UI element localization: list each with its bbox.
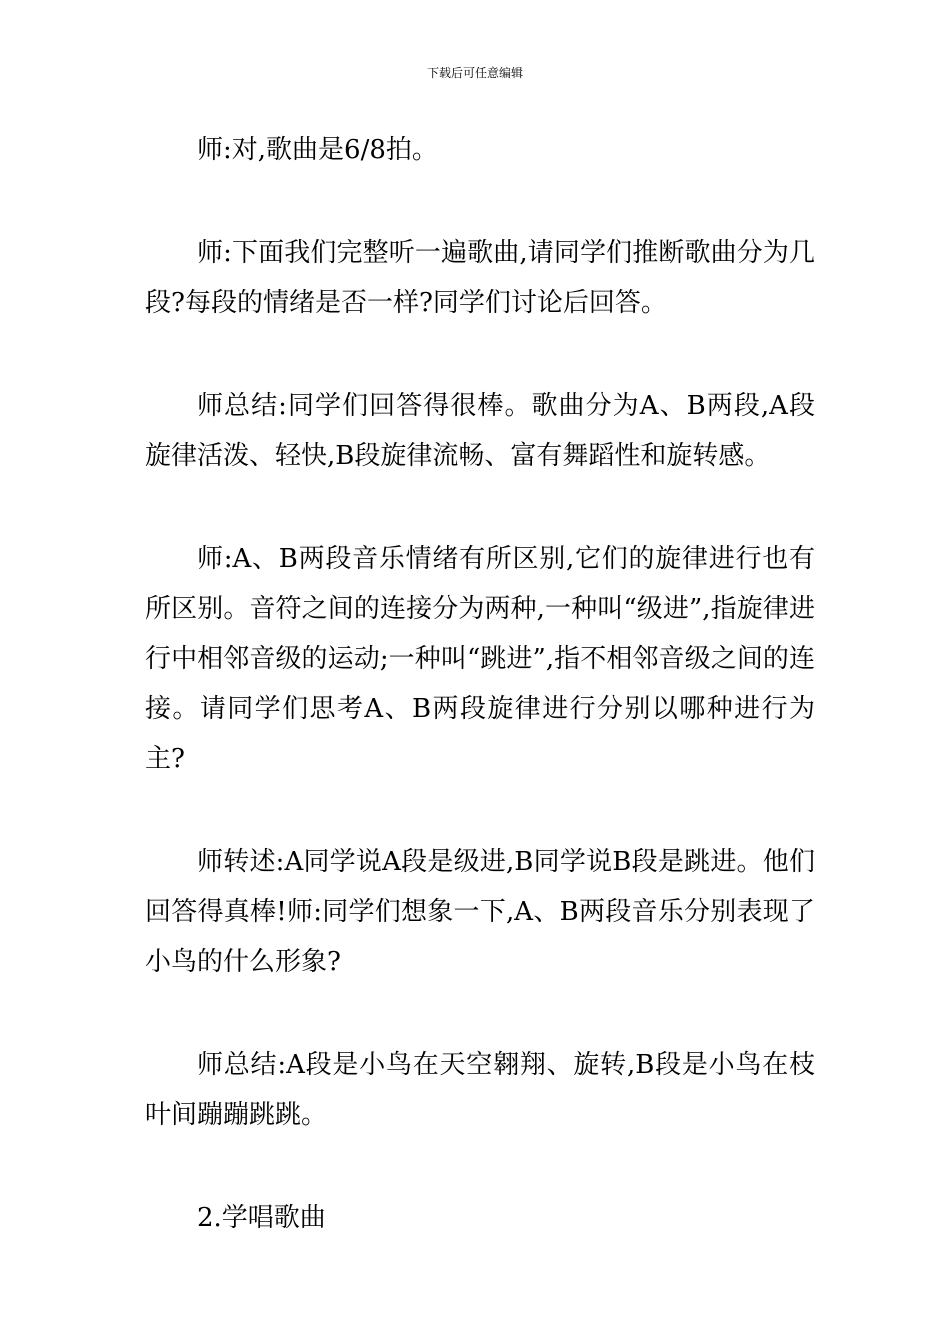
document-body [145, 125, 815, 1296]
paragraph-2: 师:下面我们完整听一遍歌曲,请同学们推断歌曲分为几段?每段的情绪是否一样?同学们讨论后回答。 [145, 238, 815, 318]
paragraph-3: 师总结:同学们回答得很棒。歌曲分为A、B两段,A段旋律活泼、轻快,B段旋律流畅、富有舞蹈性和旋转感。 [145, 391, 815, 471]
page-header: 下载后可任意编辑 [426, 66, 523, 80]
paragraph-4: 师:A、B两段音乐情绪有所区别,它们的旋律进行也有所区别。音符之间的连接分为两种,一种叫“级进”,指旋律进行中相邻音级的运动;一种叫“跳进”,指不相邻音级之间的连接。请同学们思考A、B两段旋律进行分别以哪种进行为主? [145, 544, 815, 774]
paragraph-5: 师转述:A同学说A段是级进,B同学说B段是跳进。他们回答得真棒!师:同学们想象一下,A、B两段音乐分别表现了小鸟的什么形象? [145, 847, 815, 977]
paragraph-1: 师:对,歌曲是6/8拍。 [197, 135, 438, 165]
section-heading: 2.学唱歌曲 [197, 1203, 326, 1233]
paragraph-6: 师总结:A段是小鸟在天空翱翔、旋转,B段是小鸟在枝叶间蹦蹦跳跳。 [145, 1050, 815, 1130]
